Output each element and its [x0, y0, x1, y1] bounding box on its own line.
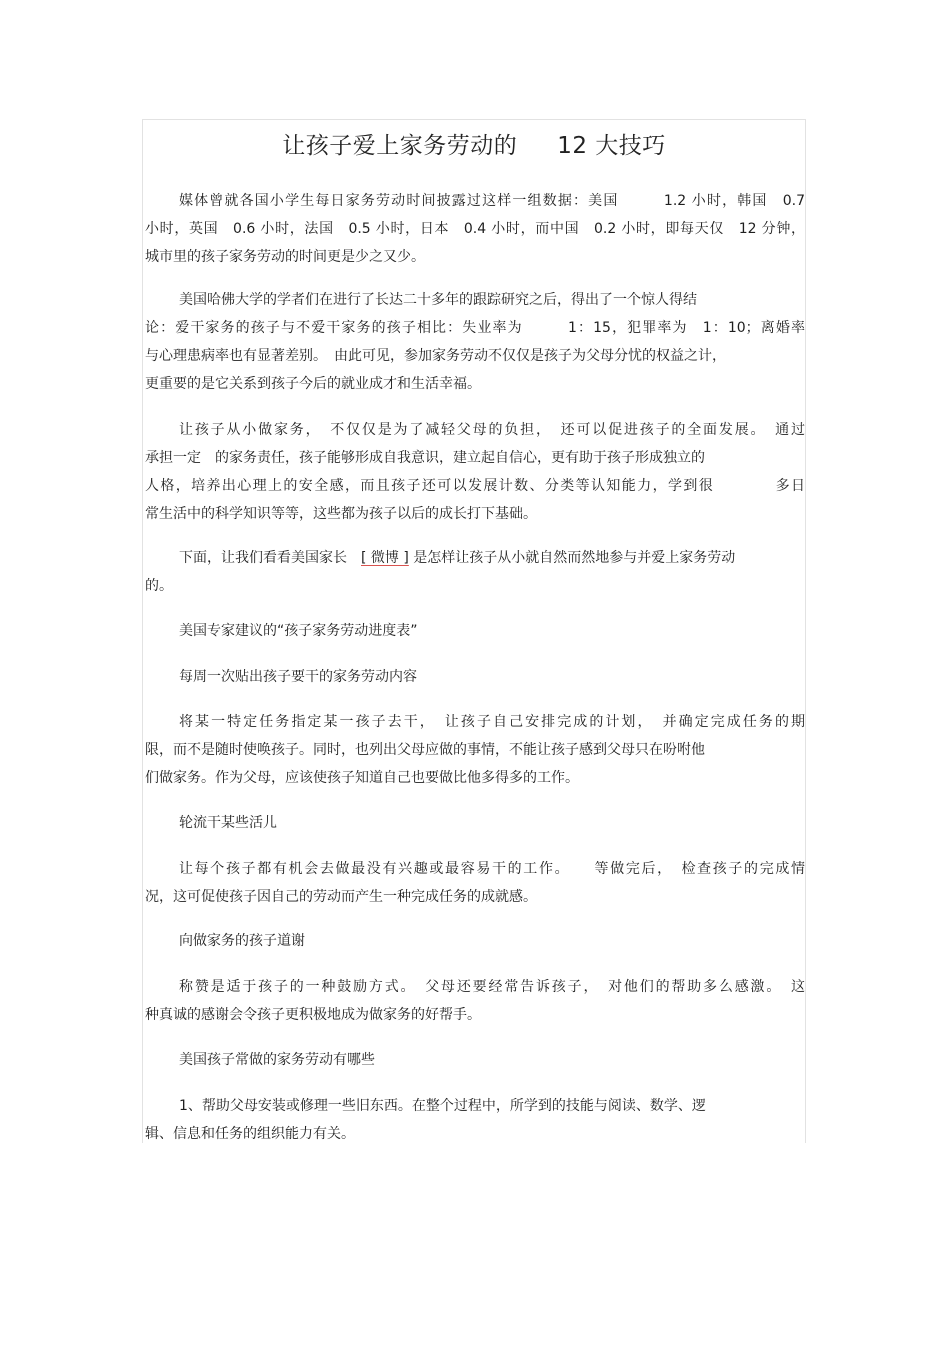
paragraph-assign-tasks	[145, 708, 805, 792]
section-heading: 轮流干某些活儿	[179, 815, 277, 831]
paragraph-intro	[145, 187, 805, 271]
paragraph-text: 下面，让我们看看美国家长	[179, 550, 361, 566]
paragraph-line: 小时，英国 0.6 小时，法国 0.5 小时，日本 0.4 小时，而中国 0.2 小时，即每天仅 12 分钟，	[145, 221, 805, 237]
title-number: 12 大技巧	[557, 133, 666, 159]
paragraph-thank-children	[145, 973, 805, 1029]
paragraph-line	[145, 544, 805, 572]
paragraph-line: 1、帮助父母安装或修理一些旧东西。在整个过程中，所学到的技能与阅读、数学、逻	[179, 1098, 706, 1114]
section-heading: 向做家务的孩子道谢	[179, 933, 305, 949]
paragraph-text: 是怎样让孩子从小就自然而然地参与并爱上家务劳动	[408, 550, 736, 566]
paragraph-rotate-chores	[145, 855, 805, 911]
weibo-link[interactable]: [ 微博 ]	[361, 550, 409, 566]
paragraph-line: 将某一特定任务指定某一孩子去干， 让孩子自己安排完成的计划， 并确定完成任务的期	[179, 714, 805, 730]
paragraph-line: 与心理患病率也有显著差别。 由此可见，参加家务劳动不仅仅是孩子为父母分忧的权益之计，	[145, 348, 726, 364]
paragraph-line: 们做家务。作为父母，应该使孩子知道自己也要做比他多得多的工作。	[145, 770, 579, 786]
paragraph-line: 况，这可促使孩子因自己的劳动而产生一种完成任务的成就感。	[145, 889, 537, 905]
paragraph-list-item-1	[145, 1092, 805, 1148]
section-heading: 每周一次贴出孩子要干的家务劳动内容	[179, 669, 417, 685]
paragraph-line: 的。	[145, 578, 173, 594]
paragraph-line: 承担一定 的家务责任，孩子能够形成自我意识，建立起自信心，更有助于孩子形成独立的	[145, 450, 705, 466]
title-text: 让孩子爱上家务劳动的	[282, 133, 518, 159]
paragraph-american-parents	[145, 544, 805, 600]
section-heading: 美国专家建议的“孩子家务劳动进度表”	[179, 623, 418, 639]
paragraph-line: 让孩子从小做家务， 不仅仅是为了减轻父母的负担， 还可以促进孩子的全面发展。 通过	[179, 422, 805, 438]
paragraph-line: 辑、信息和任务的组织能力有关。	[145, 1126, 355, 1142]
document-title	[142, 131, 806, 161]
paragraph-line: 更重要的是它关系到孩子今后的就业成才和生活幸福。	[145, 376, 481, 392]
paragraph-line: 媒体曾就各国小学生每日家务劳动时间披露过这样一组数据：美国 1.2 小时，韩国 0.7	[179, 193, 805, 209]
paragraph-line: 美国哈佛大学的学者们在进行了长达二十多年的跟踪研究之后，得出了一个惊人得结	[179, 292, 697, 308]
paragraph-line: 论：爱干家务的孩子与不爱干家务的孩子相比：失业率为 1：15，犯罪率为 1：10；离婚率	[145, 320, 805, 336]
paragraph-line: 常生活中的科学知识等等，这些都为孩子以后的成长打下基础。	[145, 506, 537, 522]
paragraph-development	[145, 416, 805, 528]
paragraph-line: 城市里的孩子家务劳动的时间更是少之又少。	[145, 249, 425, 265]
section-heading: 美国孩子常做的家务劳动有哪些	[179, 1052, 375, 1068]
paragraph-line: 限，而不是随时使唤孩子。同时，也列出父母应做的事情，不能让孩子感到父母只在吩咐他	[145, 742, 705, 758]
paragraph-line: 种真诚的感谢会令孩子更积极地成为做家务的好帮手。	[145, 1007, 481, 1023]
paragraph-line: 人格，培养出心理上的安全感，而且孩子还可以发展计数、分类等认知能力，学到很 多日	[145, 478, 805, 494]
paragraph-line: 让每个孩子都有机会去做最没有兴趣或最容易干的工作。 等做完后， 检查孩子的完成情	[179, 861, 805, 877]
paragraph-line: 称赞是适于孩子的一种鼓励方式。 父母还要经常告诉孩子， 对他们的帮助多么感激。 这	[179, 979, 805, 995]
paragraph-harvard	[145, 286, 805, 398]
